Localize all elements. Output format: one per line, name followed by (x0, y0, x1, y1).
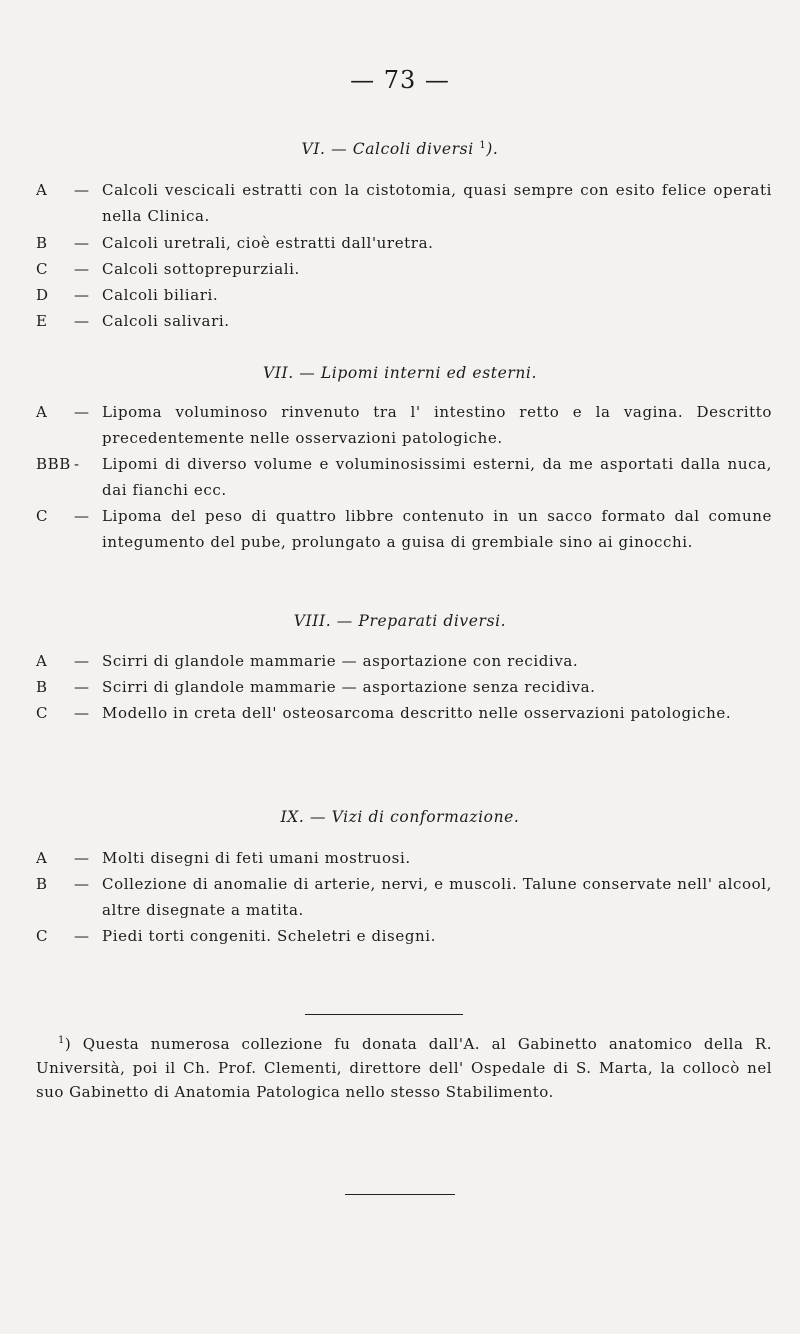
footnote-mark: 1 (58, 1035, 65, 1046)
footnote (36, 1029, 772, 1104)
entry-dash: — (74, 286, 90, 304)
entry-letter: B (36, 234, 48, 252)
entry-dash: — (74, 678, 90, 696)
entry-text: Collezione di anomalie di arterie, nervi, e muscoli. Talune conservate nell' alcool, altre disegnate a matita. (102, 875, 772, 919)
entry-text: Lipoma voluminoso rinvenuto tra l' intestino retto e la vagina. Descritto precedentemente nelle osservazioni patologiche. (102, 403, 772, 447)
entry-letter: C (36, 507, 49, 525)
entry-ix-b (36, 871, 772, 923)
section-title-viii: VIII. — Preparati diversi. (293, 612, 507, 630)
entry-viii-b (36, 674, 772, 700)
footnote-ref: 1 (479, 140, 487, 151)
entry-text: Calcoli biliari. (102, 286, 219, 304)
entry-viii-a (36, 648, 772, 674)
section-title-vii: VII. — Lipomi interni ed esterni. (262, 364, 538, 382)
entry-dash: — (74, 403, 90, 421)
entry-ix-c (36, 923, 772, 949)
entry-viii-c (36, 700, 772, 726)
entry-vi-a (36, 177, 772, 229)
entry-letter: BBB (36, 455, 71, 473)
entry-letter: B (36, 678, 48, 696)
entry-text: Calcoli sottoprepurziali. (102, 260, 300, 278)
entry-text: Calcoli vescicali estratti con la cistotomia, quasi sempre con esito felice operati nella Clinica. (102, 181, 772, 225)
entry-dash: — (74, 704, 90, 722)
entry-letter: C (36, 927, 49, 945)
entry-dash: — (74, 507, 90, 525)
entry-text: Calcoli uretrali, cioè estratti dall'uretra. (102, 234, 434, 252)
entry-vi-c (36, 256, 772, 282)
entry-letter: A (36, 403, 48, 421)
entry-letter: A (36, 652, 48, 670)
entry-dash: — (74, 312, 90, 330)
entry-text: Lipoma del peso di quattro libbre contenuto in un sacco formato dal comune integumento del pube, prolungato a guisa di grembiale sino ai ginocchi. (102, 507, 772, 551)
entry-text: Molti disegni di feti umani mostruosi. (102, 849, 411, 867)
page-number: — 73 — (350, 66, 450, 94)
entry-text: Piedi torti congeniti. Scheletri e disegni. (102, 927, 437, 945)
entry-text: Lipomi di diverso volume e voluminosissimi esterni, da me asportati dalla nuca, dai fianchi ecc. (102, 455, 772, 499)
entry-letter: E (36, 312, 48, 330)
entry-ix-a (36, 845, 772, 871)
entry-dash: — (74, 875, 90, 893)
entry-text: Scirri di glandole mammarie — asportazione senza recidiva. (102, 678, 596, 696)
entry-dash: — (74, 234, 90, 252)
entry-vi-e (36, 308, 772, 334)
section-title-ix: IX. — Vizi di conformazione. (280, 808, 520, 826)
entry-text: Calcoli salivari. (102, 312, 230, 330)
end-rule (345, 1194, 455, 1195)
entry-letter: A (36, 181, 48, 199)
footnote-text: ) Questa numerosa collezione fu donata dall'A. al Gabinetto anatomico della R. Università, poi il Ch. Prof. Clementi, direttore dell' Ospedale di S. Marta, la collocò nel suo Gabinetto di Anatomia Patologica nello stesso Stabilimento. (36, 1035, 772, 1101)
entry-text: Modello in creta dell' osteosarcoma descritto nelle osservazioni patologiche. (102, 704, 732, 722)
entry-text: Scirri di glandole mammarie — asportazione con recidiva. (102, 652, 579, 670)
section-title-vi (0, 140, 800, 158)
entry-letter: C (36, 704, 49, 722)
entry-letter: A (36, 849, 48, 867)
entry-dash: — (74, 849, 90, 867)
entry-vi-b (36, 230, 772, 256)
entry-vi-d (36, 282, 772, 308)
entry-letter: B (36, 875, 48, 893)
entry-letter: C (36, 260, 49, 278)
entry-dash: — (74, 652, 90, 670)
entry-dash: - (74, 455, 80, 473)
section-title-text: VI. — Calcoli diversi (301, 140, 474, 159)
entry-letter: D (36, 286, 49, 304)
entry-vii-c (36, 503, 772, 555)
footnote-divider (305, 1014, 463, 1015)
entry-dash: — (74, 260, 90, 278)
section-title-suffix: ). (486, 140, 499, 159)
entry-vii-a (36, 399, 772, 451)
entry-dash: — (74, 927, 90, 945)
entry-vii-bbb (36, 451, 772, 503)
entry-dash: — (74, 181, 90, 199)
